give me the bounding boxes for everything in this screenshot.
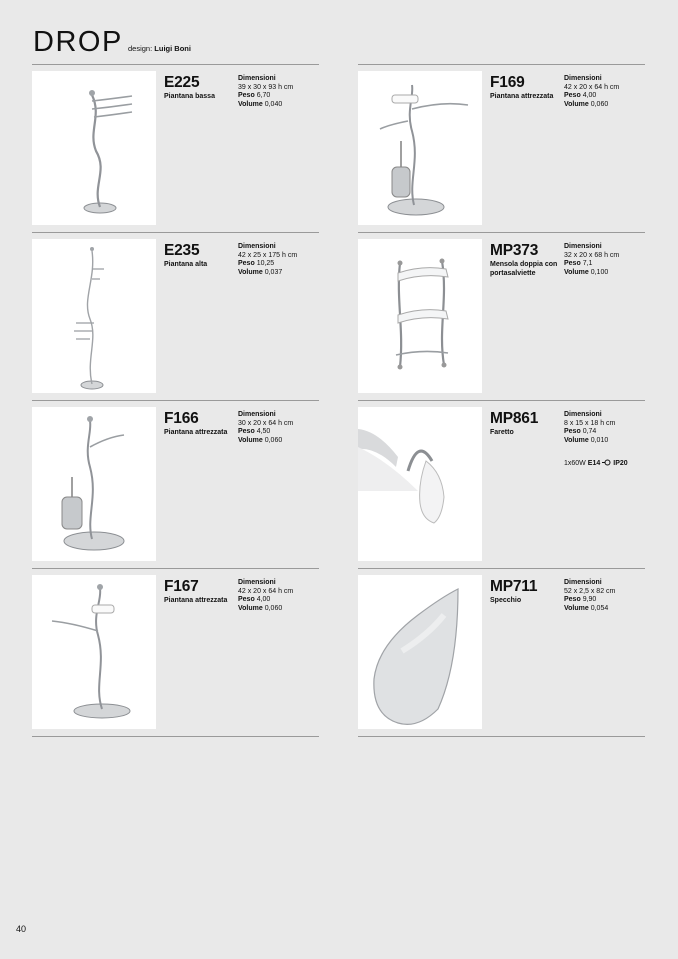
designer-name: Luigi Boni: [154, 44, 191, 53]
product-name: Piantana attrezzata: [490, 93, 554, 100]
weight-label: Peso: [238, 260, 255, 268]
product-specs: [238, 411, 293, 445]
product-name: Piantana attrezzata: [164, 429, 228, 436]
product-code: MP861: [490, 410, 539, 427]
weight-label: Peso: [564, 260, 581, 268]
product-specs: [564, 75, 619, 109]
volume-label: Volume: [564, 268, 589, 276]
product-photo-stand-with-brush: [32, 407, 156, 561]
product-card: [32, 64, 319, 233]
dimensions-label: Dimensioni: [238, 411, 276, 418]
lamp-specs: [564, 459, 628, 468]
dimensions-label: Dimensioni: [238, 75, 276, 82]
product-card: [32, 232, 319, 401]
dimensions-value: 30 x 20 x 64 h cm: [238, 419, 294, 427]
product-specs: [238, 243, 297, 277]
volume-value: 0,054: [590, 604, 609, 612]
designer-credit: [128, 44, 191, 53]
volume-value: 0,040: [264, 100, 283, 108]
weight-value: 4,00: [256, 596, 271, 604]
product-name: Piantana attrezzata: [164, 597, 228, 604]
product-code: MP373: [490, 242, 539, 259]
dimensions-value: 39 x 30 x 93 h cm: [238, 83, 294, 91]
weight-value: 0,74: [582, 428, 597, 436]
weight-label: Peso: [564, 92, 581, 100]
dimensions-label: Dimensioni: [564, 75, 602, 82]
product-card: [358, 64, 645, 233]
product-card: [358, 568, 645, 737]
page-number: 40: [16, 924, 27, 934]
volume-label: Volume: [238, 436, 263, 444]
product-photo-double-shelf: [358, 239, 482, 393]
volume-label: Volume: [238, 604, 263, 612]
volume-label: Volume: [564, 100, 589, 108]
product-specs: [238, 579, 293, 613]
product-specs: [564, 579, 615, 613]
volume-value: 0,060: [590, 100, 609, 108]
product-code: F166: [164, 410, 199, 427]
product-name: Piantana bassa: [164, 93, 215, 100]
weight-label: Peso: [564, 596, 581, 604]
ip-rating: IP20: [613, 460, 628, 467]
lamp-socket: E14: [587, 460, 601, 467]
brand-title: DROP: [33, 26, 123, 58]
dimensions-label: Dimensioni: [238, 243, 276, 250]
divider: [358, 736, 645, 737]
product-photo-stand-full: [358, 71, 482, 225]
weight-label: Peso: [238, 596, 255, 604]
volume-value: 0,010: [590, 436, 609, 444]
product-photo-tall-towel-stand: [32, 239, 156, 393]
weight-value: 4,00: [582, 92, 597, 100]
volume-label: Volume: [238, 100, 263, 108]
product-code: MP711: [490, 578, 538, 595]
product-name: Faretto: [490, 429, 514, 436]
product-card: [358, 232, 645, 401]
volume-value: 0,100: [590, 268, 609, 276]
dimensions-value: 42 x 20 x 64 h cm: [564, 83, 620, 91]
weight-label: Peso: [238, 92, 255, 100]
weight-value: 7,1: [582, 260, 593, 268]
weight-label: Peso: [564, 428, 581, 436]
volume-label: Volume: [238, 268, 263, 276]
weight-value: 6,70: [256, 92, 271, 100]
product-card: [358, 400, 645, 569]
lamp-power: 1x60W: [564, 460, 586, 467]
weight-value: 10,25: [256, 260, 275, 268]
product-specs: [564, 411, 615, 445]
product-code: E235: [164, 242, 200, 259]
product-card: [32, 568, 319, 737]
volume-value: 0,060: [264, 604, 283, 612]
product-photo-drop-mirror: [358, 575, 482, 729]
volume-value: 0,060: [264, 436, 283, 444]
product-specs: [564, 243, 619, 277]
weight-label: Peso: [238, 428, 255, 436]
dimensions-label: Dimensioni: [564, 579, 602, 586]
dimensions-label: Dimensioni: [238, 579, 276, 586]
dimensions-label: Dimensioni: [564, 411, 602, 418]
product-code: F169: [490, 74, 525, 91]
product-card: [32, 400, 319, 569]
dimensions-label: Dimensioni: [564, 243, 602, 250]
volume-label: Volume: [564, 604, 589, 612]
volume-label: Volume: [564, 436, 589, 444]
product-name: Specchio: [490, 597, 522, 604]
design-label: design:: [128, 44, 153, 53]
weight-value: 9,90: [582, 596, 597, 604]
product-name: Mensola doppia con portasalviette: [490, 261, 558, 277]
dimensions-value: 52 x 2,5 x 82 cm: [564, 587, 616, 595]
product-code: E225: [164, 74, 200, 91]
product-photo-stand-with-roll: [32, 575, 156, 729]
product-photo-low-towel-stand: [32, 71, 156, 225]
bulb-icon: [602, 459, 611, 468]
dimensions-value: 8 x 15 x 18 h cm: [564, 419, 616, 427]
product-specs: [238, 75, 293, 109]
divider: [32, 736, 319, 737]
dimensions-value: 42 x 20 x 64 h cm: [238, 587, 294, 595]
volume-value: 0,037: [264, 268, 283, 276]
weight-value: 4,50: [256, 428, 271, 436]
product-name: Piantana alta: [164, 261, 208, 268]
product-code: F167: [164, 578, 199, 595]
product-photo-spotlight: [358, 407, 482, 561]
dimensions-value: 32 x 20 x 68 h cm: [564, 251, 620, 259]
dimensions-value: 42 x 25 x 175 h cm: [238, 251, 298, 259]
